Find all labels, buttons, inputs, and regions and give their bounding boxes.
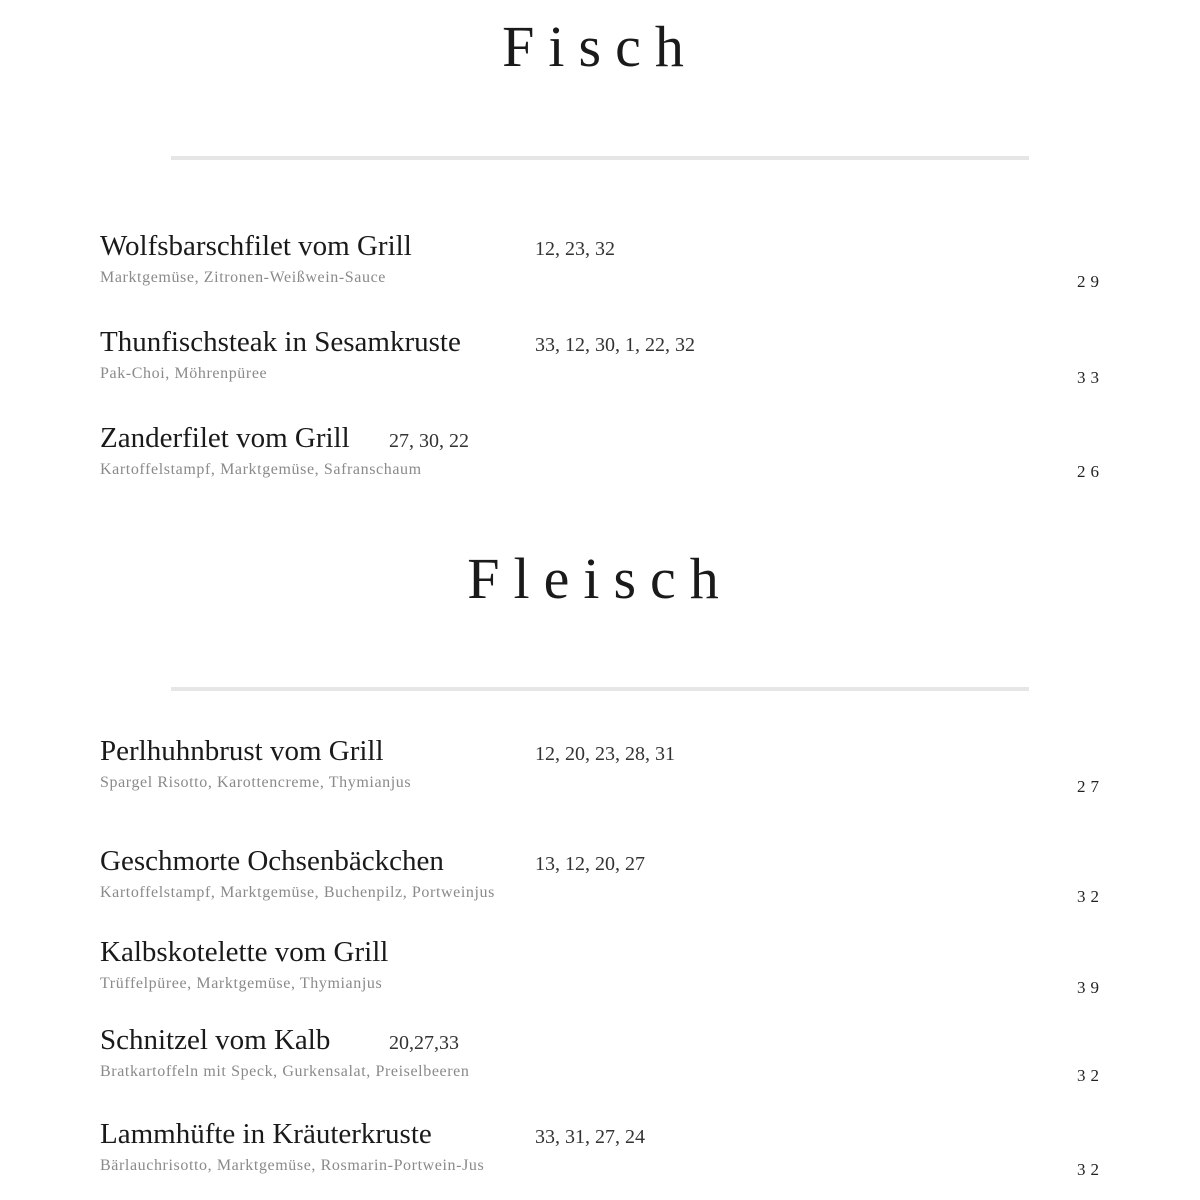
menu-item [100, 1024, 1104, 1094]
menu-item-name: Geschmorte Ochsenbäckchen [100, 845, 444, 877]
menu-item [100, 230, 1104, 300]
menu-item [100, 422, 1104, 492]
menu-item [100, 1118, 1104, 1188]
menu-item-description: Kartoffelstampf, Marktgemüse, Buchenpilz, Portweinjus [100, 884, 495, 901]
menu-item [100, 326, 1104, 396]
section-title-fleisch: Fleisch [467, 546, 733, 611]
menu-item-name: Wolfsbarschfilet vom Grill [100, 230, 412, 262]
menu-item-allergens: 13, 12, 20, 27 [535, 853, 645, 875]
menu-item-description: Pak-Choi, Möhrenpüree [100, 365, 268, 382]
menu-item-price: 27 [1077, 777, 1104, 796]
menu-item [100, 735, 1104, 805]
menu-item-allergens: 27, 30, 22 [389, 430, 469, 452]
menu-item-allergens: 12, 23, 32 [535, 238, 615, 260]
menu-item-price: 39 [1077, 978, 1104, 997]
menu-item-price: 33 [1077, 368, 1104, 387]
menu-item-description: Spargel Risotto, Karottencreme, Thymianjus [100, 774, 412, 791]
menu-item-description: Marktgemüse, Zitronen-Weißwein-Sauce [100, 269, 386, 286]
menu-item-price: 29 [1077, 272, 1104, 291]
section-divider [171, 687, 1029, 691]
menu-item [100, 845, 1104, 915]
menu-item-name: Lammhüfte in Kräuterkruste [100, 1118, 432, 1150]
menu-item-description: Bärlauchrisotto, Marktgemüse, Rosmarin-Portwein-Jus [100, 1157, 485, 1174]
menu-item-description: Trüffelpüree, Marktgemüse, Thymianjus [100, 975, 383, 992]
menu-item-description: Kartoffelstampf, Marktgemüse, Safranschaum [100, 461, 422, 478]
menu-item-name: Schnitzel vom Kalb [100, 1024, 331, 1056]
menu-item-price: 32 [1077, 1066, 1104, 1085]
menu-item-price: 32 [1077, 887, 1104, 906]
section-title-fisch: Fisch [502, 14, 698, 79]
menu-item-name: Kalbskotelette vom Grill [100, 936, 389, 968]
menu-item-name: Thunfischsteak in Sesamkruste [100, 326, 461, 358]
section-divider [171, 156, 1029, 160]
menu-item-name: Perlhuhnbrust vom Grill [100, 735, 384, 767]
menu-item-allergens: 12, 20, 23, 28, 31 [535, 743, 675, 765]
menu-item-allergens: 33, 12, 30, 1, 22, 32 [535, 334, 695, 356]
menu-item-allergens: 20,27,33 [389, 1032, 459, 1054]
menu-item-price: 26 [1077, 462, 1104, 481]
menu-item-allergens: 33, 31, 27, 24 [535, 1126, 645, 1148]
menu-item-price: 32 [1077, 1160, 1104, 1179]
menu-item-description: Bratkartoffeln mit Speck, Gurkensalat, Preiselbeeren [100, 1063, 470, 1080]
menu-item-name: Zanderfilet vom Grill [100, 422, 350, 454]
menu-item [100, 936, 1104, 1006]
